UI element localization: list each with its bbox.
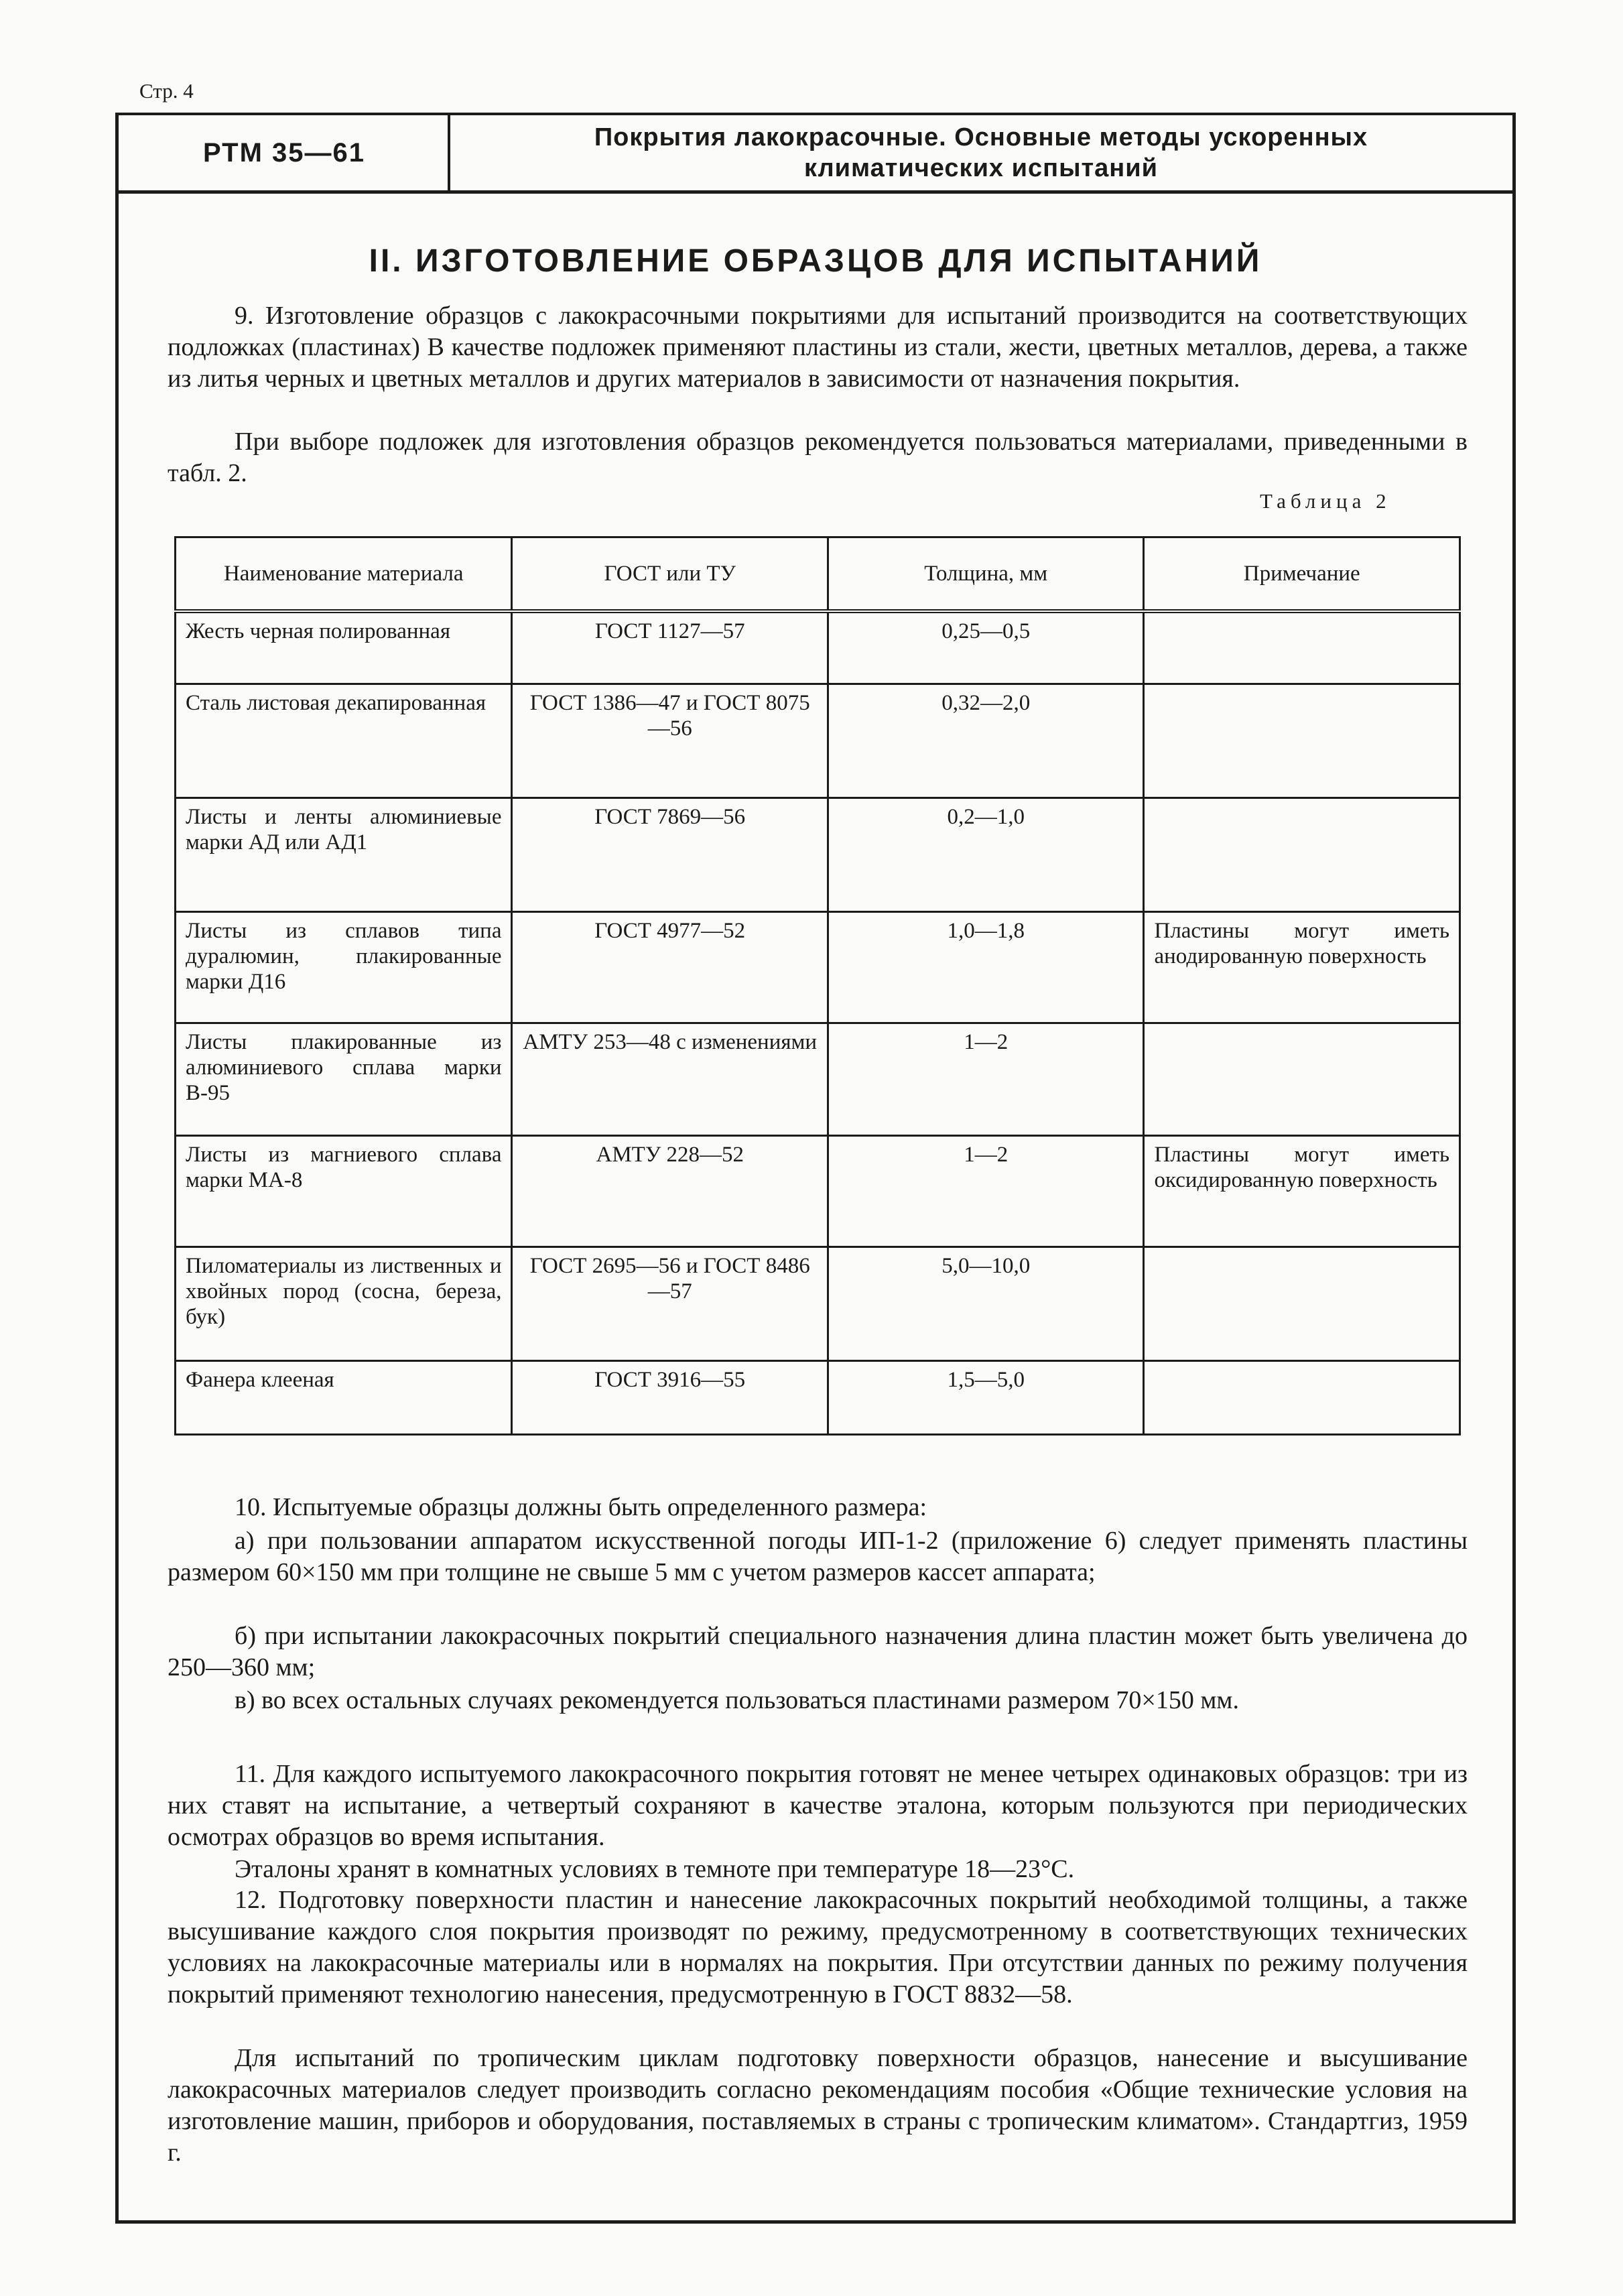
table-row <box>176 611 1460 684</box>
cell-gost: ГОСТ 7869—56 <box>512 798 828 911</box>
column-header-material: Наименование материала <box>176 537 512 612</box>
cell-note <box>1144 1360 1460 1434</box>
cell-note: Пластины могут иметь анодированную поверхность <box>1144 911 1460 1023</box>
cell-material: Пиломатериалы из лиственных и хвойных пород (сосна, береза, бук) <box>176 1247 512 1360</box>
column-header-thickness: Толщина, мм <box>828 537 1144 612</box>
header-bottom-rule <box>115 190 1516 194</box>
cell-material: Листы из сплавов типа дуралюмин, плакированные марки Д16 <box>176 911 512 1023</box>
cell-gost: ГОСТ 1127—57 <box>512 611 828 684</box>
cell-note <box>1144 611 1460 684</box>
cell-note: Пластины могут иметь оксидированную поверхность <box>1144 1135 1460 1247</box>
cell-thickness: 1—2 <box>828 1135 1144 1247</box>
table-row <box>176 798 1460 911</box>
cell-thickness: 5,0—10,0 <box>828 1247 1144 1360</box>
cell-material: Листы и ленты алюминиевые марки АД или АД1 <box>176 798 512 911</box>
paragraph-11-continued: Эталоны хранят в комнатных условиях в темноте при температуре 18—23°С. <box>235 1855 1075 1883</box>
cell-note <box>1144 798 1460 911</box>
paragraph-10: 10. Испытуемые образцы должны быть определенного размера: <box>235 1493 927 1521</box>
paragraph-10a: а) при пользовании аппаратом искусственной погоды ИП-1-2 (приложение 6) следует применять пластины размером 60×150 мм при толщине не свыше 5 мм с учетом размеров кассет аппарата; <box>168 1527 1468 1586</box>
cell-material: Фанера клееная <box>176 1360 512 1434</box>
table-row <box>176 1247 1460 1360</box>
cell-gost: ГОСТ 4977—52 <box>512 911 828 1023</box>
table-row <box>176 684 1460 798</box>
cell-gost: ГОСТ 3916—55 <box>512 1360 828 1434</box>
cell-material: Листы плакированные из алюминиевого сплава марки В-95 <box>176 1023 512 1135</box>
cell-gost: ГОСТ 1386—47 и ГОСТ 8075—56 <box>512 684 828 798</box>
cell-thickness: 1,5—5,0 <box>828 1360 1144 1434</box>
table-row <box>176 1135 1460 1247</box>
paragraph-11: 11. Для каждого испытуемого лакокрасочного покрытия готовят не менее четырех одинаковых образцов: три из них ставят на испытание, а четвертый сохраняют в качестве эталона, которым пользуются при периодических осмотрах образцов во время испытания. <box>168 1760 1468 1851</box>
cell-note <box>1144 684 1460 798</box>
cell-thickness: 1—2 <box>828 1023 1144 1135</box>
page-number: Стр. 4 <box>139 79 194 103</box>
table-row <box>176 911 1460 1023</box>
cell-thickness: 0,32—2,0 <box>828 684 1144 798</box>
paragraph-12-continued: Для испытаний по тропическим циклам подготовку поверхности образцов, нанесение и высушивание лакокрасочных материалов следует производить согласно рекомендациям пособия «Общие технические условия на изготовление машин, приборов и оборудования, поставляемых в страны с тропическим климатом». Стандартгиз, 1959 г. <box>168 2044 1468 2167</box>
document-title-line-1: Покрытия лакокрасочные. Основные методы ускоренных <box>594 123 1368 151</box>
table-header-row <box>176 537 1460 612</box>
cell-thickness: 1,0—1,8 <box>828 911 1144 1023</box>
cell-gost: АМТУ 228—52 <box>512 1135 828 1247</box>
cell-material: Сталь листовая декапированная <box>176 684 512 798</box>
table-caption: Таблица 2 <box>1260 489 1391 513</box>
table-row <box>176 1023 1460 1135</box>
cell-gost: ГОСТ 2695—56 и ГОСТ 8486—57 <box>512 1247 828 1360</box>
cell-thickness: 0,25—0,5 <box>828 611 1144 684</box>
cell-material: Жесть черная полированная <box>176 611 512 684</box>
paragraph-10b: б) при испытании лакокрасочных покрытий специального назначения длина пластин может быть увеличена до 250—360 мм; <box>168 1622 1468 1681</box>
cell-thickness: 0,2—1,0 <box>828 798 1144 911</box>
paragraph-12: 12. Подготовку поверхности пластин и нанесение лакокрасочных покрытий необходимой толщины, а также высушивание каждого слоя покрытия производят по режиму, предусмотренному в соответствующих технических условиях на лакокрасочные материалы или в нормалях на покрытия. При отсутствии данных по режиму получения покрытий применяют технологию нанесения, предусмотренную в ГОСТ 8832—58. <box>168 1886 1468 2008</box>
header-divider <box>448 115 450 190</box>
document-code: РТМ 35—61 <box>202 137 365 168</box>
cell-note <box>1144 1247 1460 1360</box>
paragraph-9: 9. Изготовление образцов с лакокрасочными покрытиями для испытаний производится на соответствующих подложках (пластинах) В качестве подложек применяют пластины из стали, жести, цветных металлов, дерева, а также из литья черных и цветных металлов и других материалов в зависимости от назначения покрытия. <box>168 302 1468 393</box>
section-title: II. ИЗГОТОВЛЕНИЕ ОБРАЗЦОВ ДЛЯ ИСПЫТАНИЙ <box>369 243 1262 279</box>
paragraph-9-continued: При выборе подложек для изготовления образцов рекомендуется пользоваться материалами, приведенными в табл. 2. <box>168 428 1468 487</box>
cell-note <box>1144 1023 1460 1135</box>
column-header-gost: ГОСТ или ТУ <box>512 537 828 612</box>
paragraph-10c: в) во всех остальных случаях рекомендуется пользоваться пластинами размером 70×150 мм. <box>235 1686 1239 1714</box>
cell-gost: АМТУ 253—48 с изменениями <box>512 1023 828 1135</box>
column-header-note: Примечание <box>1144 537 1460 612</box>
table-row <box>176 1360 1460 1434</box>
document-title-line-2: климатических испытаний <box>804 154 1158 182</box>
document-title <box>452 122 1510 184</box>
cell-material: Листы из магниевого сплава марки МА-8 <box>176 1135 512 1247</box>
materials-table <box>174 536 1461 1436</box>
